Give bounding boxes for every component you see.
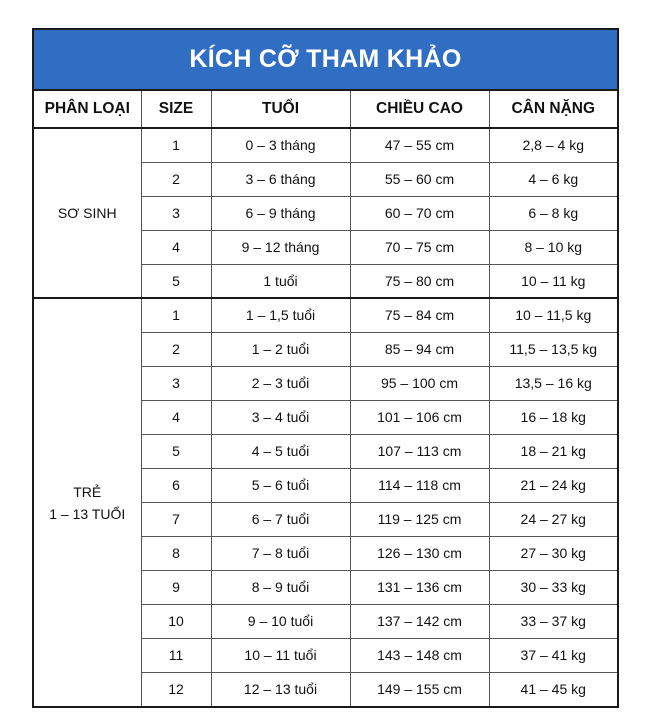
age-cell: 9 – 10 tuổi — [211, 604, 350, 638]
size-cell: 4 — [141, 400, 211, 434]
weight-cell: 6 – 8 kg — [489, 196, 617, 230]
age-cell: 1 tuổi — [211, 264, 350, 298]
size-cell: 10 — [141, 604, 211, 638]
size-cell: 5 — [141, 434, 211, 468]
height-cell: 47 – 55 cm — [350, 128, 489, 162]
height-cell: 114 – 118 cm — [350, 468, 489, 502]
weight-cell: 10 – 11 kg — [489, 264, 617, 298]
height-cell: 137 – 142 cm — [350, 604, 489, 638]
age-cell: 1 – 1,5 tuổi — [211, 298, 350, 332]
height-cell: 101 – 106 cm — [350, 400, 489, 434]
height-cell: 70 – 75 cm — [350, 230, 489, 264]
height-cell: 55 – 60 cm — [350, 162, 489, 196]
col-header-category: PHÂN LOẠI — [34, 91, 141, 128]
age-cell: 3 – 4 tuổi — [211, 400, 350, 434]
age-cell: 12 – 13 tuổi — [211, 672, 350, 706]
weight-cell: 30 – 33 kg — [489, 570, 617, 604]
age-cell: 4 – 5 tuổi — [211, 434, 350, 468]
category-cell — [34, 128, 141, 298]
age-cell: 3 – 6 tháng — [211, 162, 350, 196]
size-cell: 6 — [141, 468, 211, 502]
category-label-line: 1 – 13 TUỔI — [49, 505, 126, 522]
weight-cell: 16 – 18 kg — [489, 400, 617, 434]
size-cell: 8 — [141, 536, 211, 570]
age-cell: 5 – 6 tuổi — [211, 468, 350, 502]
size-cell: 1 — [141, 298, 211, 332]
col-header-height: CHIỀU CAO — [350, 91, 489, 128]
size-cell: 4 — [141, 230, 211, 264]
col-header-size: SIZE — [141, 91, 211, 128]
size-cell: 2 — [141, 332, 211, 366]
weight-cell: 2,8 – 4 kg — [489, 128, 617, 162]
age-cell: 1 – 2 tuổi — [211, 332, 350, 366]
category-cell — [34, 298, 141, 706]
col-header-weight: CÂN NẶNG — [489, 91, 617, 128]
age-cell: 6 – 9 tháng — [211, 196, 350, 230]
height-cell: 75 – 80 cm — [350, 264, 489, 298]
age-cell: 2 – 3 tuổi — [211, 366, 350, 400]
category-label-line: TRẺ — [73, 483, 102, 500]
weight-cell: 33 – 37 kg — [489, 604, 617, 638]
size-cell: 3 — [141, 196, 211, 230]
age-cell: 0 – 3 tháng — [211, 128, 350, 162]
size-cell: 3 — [141, 366, 211, 400]
weight-cell: 4 – 6 kg — [489, 162, 617, 196]
size-cell: 1 — [141, 128, 211, 162]
age-cell: 6 – 7 tuổi — [211, 502, 350, 536]
category-label-line: SƠ SINH — [57, 205, 117, 221]
table-row — [34, 298, 617, 332]
height-cell: 75 – 84 cm — [350, 298, 489, 332]
table-row — [34, 128, 617, 162]
age-cell: 8 – 9 tuổi — [211, 570, 350, 604]
height-cell: 149 – 155 cm — [350, 672, 489, 706]
size-chart — [32, 28, 619, 708]
age-cell: 7 – 8 tuổi — [211, 536, 350, 570]
height-cell: 131 – 136 cm — [350, 570, 489, 604]
weight-cell: 11,5 – 13,5 kg — [489, 332, 617, 366]
weight-cell: 24 – 27 kg — [489, 502, 617, 536]
height-cell: 60 – 70 cm — [350, 196, 489, 230]
height-cell: 107 – 113 cm — [350, 434, 489, 468]
size-cell: 7 — [141, 502, 211, 536]
weight-cell: 37 – 41 kg — [489, 638, 617, 672]
weight-cell: 41 – 45 kg — [489, 672, 617, 706]
weight-cell: 8 – 10 kg — [489, 230, 617, 264]
height-cell: 95 – 100 cm — [350, 366, 489, 400]
header-row — [34, 91, 617, 128]
size-cell: 11 — [141, 638, 211, 672]
age-cell: 9 – 12 tháng — [211, 230, 350, 264]
height-cell: 126 – 130 cm — [350, 536, 489, 570]
weight-cell: 21 – 24 kg — [489, 468, 617, 502]
weight-cell: 10 – 11,5 kg — [489, 298, 617, 332]
table-body — [34, 128, 617, 706]
size-table — [34, 91, 617, 706]
chart-title: KÍCH CỠ THAM KHẢO — [34, 30, 617, 91]
height-cell: 119 – 125 cm — [350, 502, 489, 536]
size-cell: 9 — [141, 570, 211, 604]
weight-cell: 13,5 – 16 kg — [489, 366, 617, 400]
weight-cell: 18 – 21 kg — [489, 434, 617, 468]
height-cell: 143 – 148 cm — [350, 638, 489, 672]
weight-cell: 27 – 30 kg — [489, 536, 617, 570]
size-cell: 2 — [141, 162, 211, 196]
col-header-age: TUỔI — [211, 91, 350, 128]
height-cell: 85 – 94 cm — [350, 332, 489, 366]
age-cell: 10 – 11 tuổi — [211, 638, 350, 672]
size-cell: 12 — [141, 672, 211, 706]
size-cell: 5 — [141, 264, 211, 298]
